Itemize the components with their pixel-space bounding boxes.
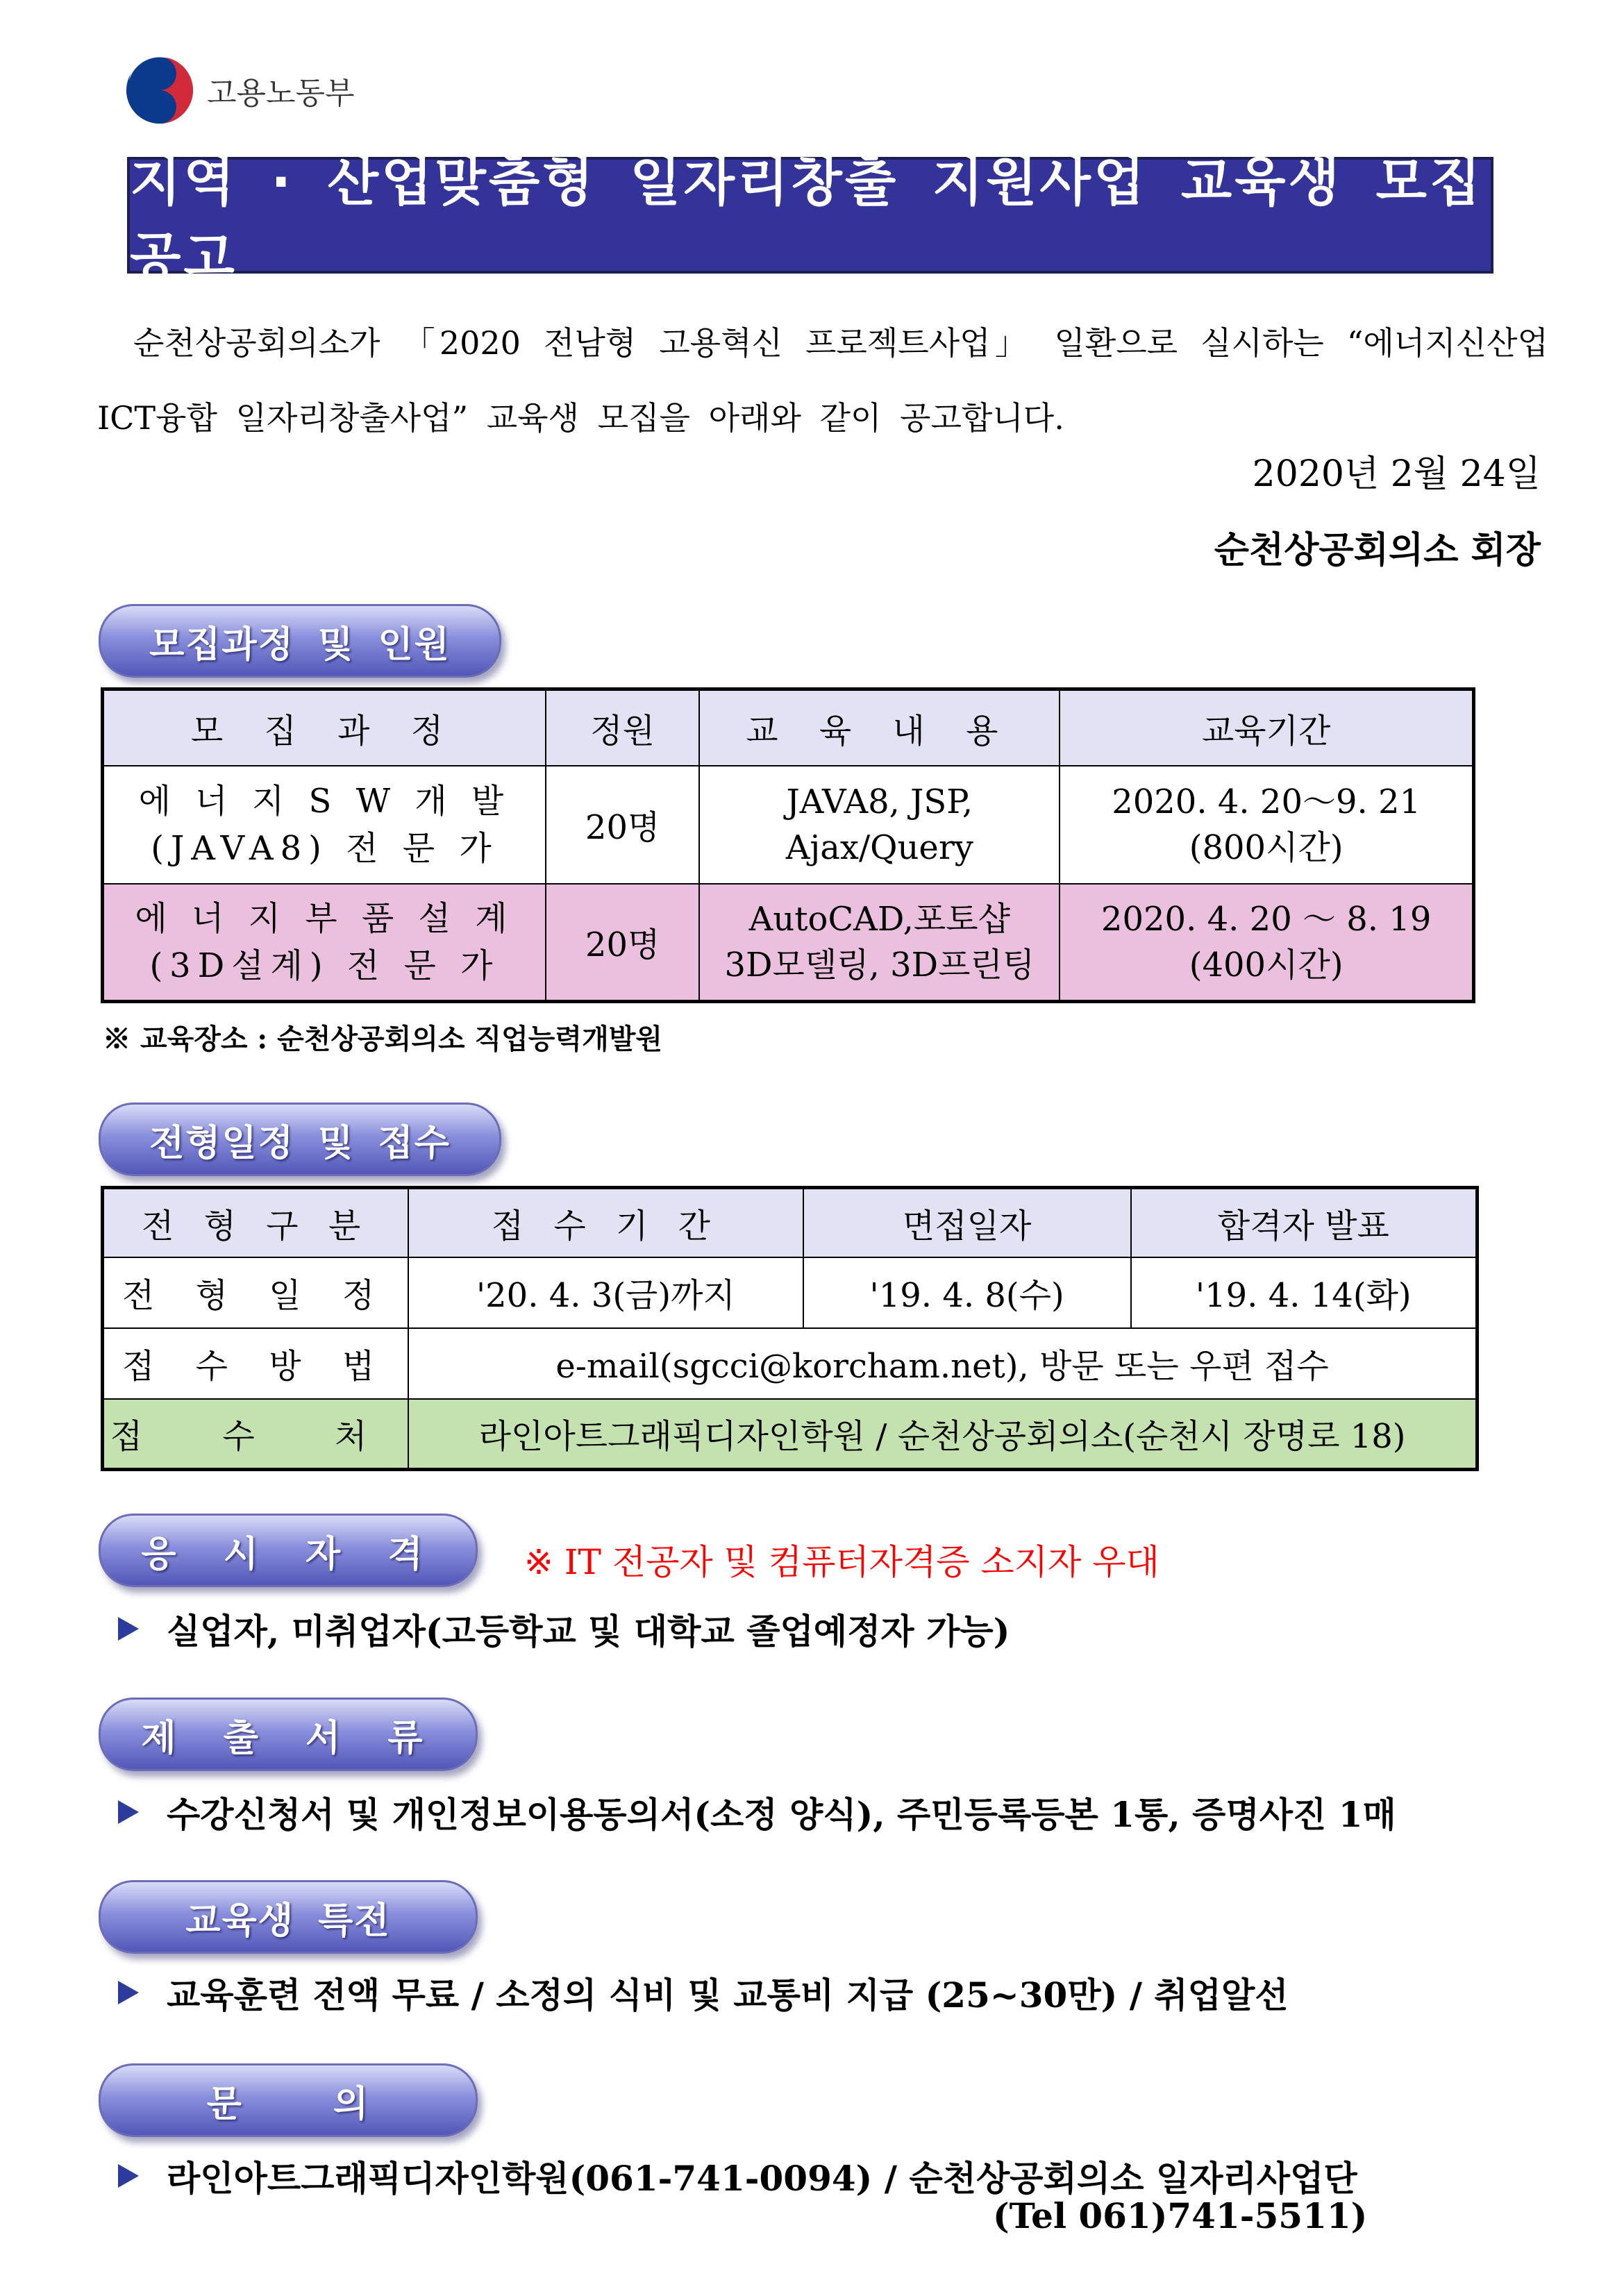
bullet-triangle-icon [118,1800,139,1824]
table-row [103,1399,1477,1470]
header-type: 전 형 구 분 [103,1188,409,1257]
apply-deadline: '20. 4. 3(금)까지 [408,1257,803,1328]
course-content: JAVA8, JSP, Ajax/Query [699,766,1060,884]
result-date: '19. 4. 14(화) [1131,1257,1477,1328]
course-period: 2020. 4. 20 ～ 8. 19 (400시간) [1060,884,1473,1002]
course-capacity: 20명 [546,766,699,884]
course-name: 에 너 지 부 품 설 계 (3D설계) 전 문 가 [103,884,546,1002]
schedule-table [101,1186,1479,1471]
section-heading-benefits: 교육생 특전 [99,1880,478,1954]
list-item: 라인아트그래픽디자인학원(061-741-0094) / 순천상공회의소 일자리사업단 [118,2151,1357,2201]
bullet-triangle-icon [118,1981,139,2004]
header-apply-period: 접 수 기 간 [408,1188,803,1257]
table-row [103,1328,1477,1399]
page-title: 지역 · 산업맞춤형 일자리창출 지원사업 교육생 모집 공고 [130,151,1484,288]
apply-method: e-mail(sgcci@korcham.net), 방문 또는 우편 접수 [408,1328,1477,1399]
header-capacity: 정원 [546,689,699,766]
courses-table [101,687,1475,1003]
header-result: 합격자 발표 [1131,1188,1477,1257]
apply-place: 라인아트그래픽디자인학원 / 순천상공회의소(순천시 장명로 18) [408,1399,1477,1470]
bullet-triangle-icon [118,1617,139,1641]
header-period: 교육기간 [1060,689,1473,766]
ministry-name: 고용노동부 [207,76,355,111]
bullet-triangle-icon [118,2164,139,2188]
intro-text: 순천상공회의소가 「2020 전남형 고용혁신 프로젝트사업」 일환으로 실시하는 “에너지신산업 ICT융합 일자리창출사업” 교육생 모집을 아래와 같이 공고합니다. [97,324,1548,437]
section-heading-documents: 제 출 서 류 [99,1698,478,1771]
course-period: 2020. 4. 20～9. 21 (800시간) [1060,766,1473,884]
table-row [103,1257,1477,1328]
table-row [103,884,1474,1002]
method-label: 접 수 방 법 [103,1328,409,1399]
header-course: 모 집 과 정 [103,689,546,766]
course-name: 에 너 지 S W 개 발 (JAVA8) 전 문 가 [103,766,546,884]
contact-phone: (Tel 061)741-5511) [993,2195,1368,2236]
section-heading-inquiry: 문 의 [99,2063,478,2137]
section-heading-courses: 모집과정 및 인원 [99,604,501,678]
schedule-header-row [103,1188,1477,1257]
course-content: AutoCAD,포토샵 3D모델링, 3D프린팅 [699,884,1060,1002]
interview-date: '19. 4. 8(수) [803,1257,1131,1328]
table-row [103,766,1474,884]
notice-signer: 순천상공회의소 회장 [1214,529,1541,571]
list-item: 교육훈련 전액 무료 / 소정의 식비 및 교통비 지급 (25~30만) / 취업알선 [118,1968,1289,2018]
place-label: 접 수 처 [103,1399,409,1470]
intro-paragraph [97,305,1548,455]
header-content: 교 육 내 용 [699,689,1060,766]
list-item: 실업자, 미취업자(고등학교 및 대학교 졸업예정자 가능) [118,1604,1010,1654]
courses-header-row [103,689,1474,766]
course-capacity: 20명 [546,884,699,1002]
header-interview-date: 면접일자 [803,1188,1131,1257]
section-heading-schedule: 전형일정 및 접수 [99,1103,501,1176]
page-title-banner [127,151,1493,288]
section-heading-eligibility: 응 시 자 격 [99,1514,478,1587]
ministry-logo [125,56,355,125]
schedule-label: 전 형 일 정 [103,1257,409,1328]
preference-note: ※ IT 전공자 및 컴퓨터자격증 소지자 우대 [524,1542,1160,1582]
education-location-note: ※ 교육장소 : 순천상공회의소 직업능력개발원 [103,1023,662,1055]
taegeuk-emblem-icon [125,56,194,125]
notice-date: 2020년 2월 24일 [1252,453,1541,495]
list-item: 수강신청서 및 개인정보이용동의서(소정 양식), 주민등록등본 1통, 증명사진 1매 [118,1787,1396,1837]
